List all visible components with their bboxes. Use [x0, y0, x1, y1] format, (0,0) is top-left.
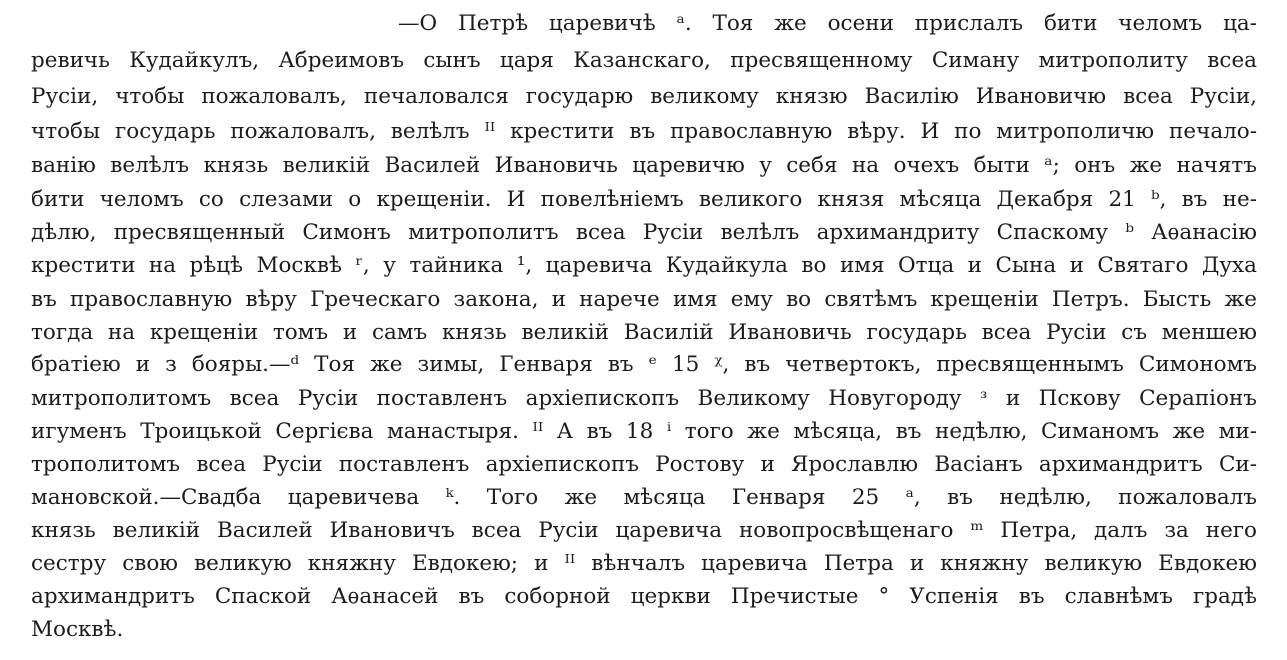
text-line-8: крестити на рѣцѣ Москвѣ ʳ, у тайника ¹, царевича Кудайкула во имя Отца и Сына и Святаго Духа: [31, 253, 1257, 278]
text-line-14: трополитомъ всеа Русіи поставленъ архіепископъ Ростову и Ярославлю Васіанъ архимандритъ Си-: [31, 452, 1257, 477]
text-line-10: тогда на крещеніи томъ и самъ князь великій Василій Ивановичь государь всеа Русіи съ меншею: [31, 320, 1257, 345]
text-line-18: архимандритъ Спаской Аѳанасей въ соборной церкви Пречистые ° Успенія въ славнѣмъ градѣ: [31, 584, 1257, 609]
text-line-3: Русіи, чтобы пожаловалъ, печаловался государю великому князю Василію Ивановичю всеа Русіи,: [31, 84, 1257, 109]
text-line-1: —О Петрѣ царевичѣ ᵃ. Тоя же осени прислалъ бити челомъ ца-: [398, 11, 1257, 36]
text-line-15: мановской.—Свадба царевичева ᵏ. Того же мѣсяца Генваря 25 ᵃ, въ недѣлю, пожаловалъ: [31, 485, 1257, 510]
text-line-5: ванію велѣлъ князь великій Василей Ивановичь царевичю у себя на очехъ быти ᵃ; онъ же начятъ: [31, 153, 1257, 178]
text-line-7: дѣлю, пресвященный Симонъ митрополитъ всеа Русіи велѣлъ архимандриту Спаскому ᵇ Аѳанасію: [31, 220, 1257, 245]
text-line-16: князь великій Василей Ивановичъ всеа Русіи царевича новопросвѣщенаго ᵐ Петра, далъ за него: [31, 518, 1257, 543]
text-line-17: сестру свою великую княжну Евдокею; и ᴵᴵ вѣнчалъ царевича Петра и княжну великую Евдокею: [31, 551, 1257, 576]
text-line-9: въ православную вѣру Греческаго закона, и нарече имя ему во святѣмъ крещеніи Петръ. Бысть же: [31, 287, 1257, 312]
text-line-12: митрополитомъ всеа Русіи поставленъ архіепископъ Великому Новугороду ᵌ и Пскову Серапіонъ: [31, 386, 1257, 411]
text-line-6: бити челомъ со слезами о крещеніи. И повелѣніемъ великого князя мѣсяца Декабря 21 ᵇ, въ не-: [31, 187, 1257, 212]
text-line-11: братіею и з бояры.—ᵈ Тоя же зимы, Генваря въ ᵉ 15 ᵡ, въ четвертокъ, пресвященнымъ Симономъ: [31, 352, 1257, 377]
text-line-2: ревичь Кудайкулъ, Абреимовъ сынъ царя Казанскаго, пресвященному Симану митрополиту всеа: [31, 48, 1257, 73]
text-line-4: чтобы государь пожаловалъ, велѣлъ ᴵᴵ крестити въ православную вѣру. И по митрополичю печало-: [31, 119, 1257, 144]
text-line-13: игуменъ Троицькой Сергієва манастыря. ᴵᴵ А въ 18 ⁱ того же мѣсяца, въ недѣлю, Симаномъ же ми-: [31, 419, 1257, 444]
text-line-19: Москвѣ.: [31, 617, 124, 642]
